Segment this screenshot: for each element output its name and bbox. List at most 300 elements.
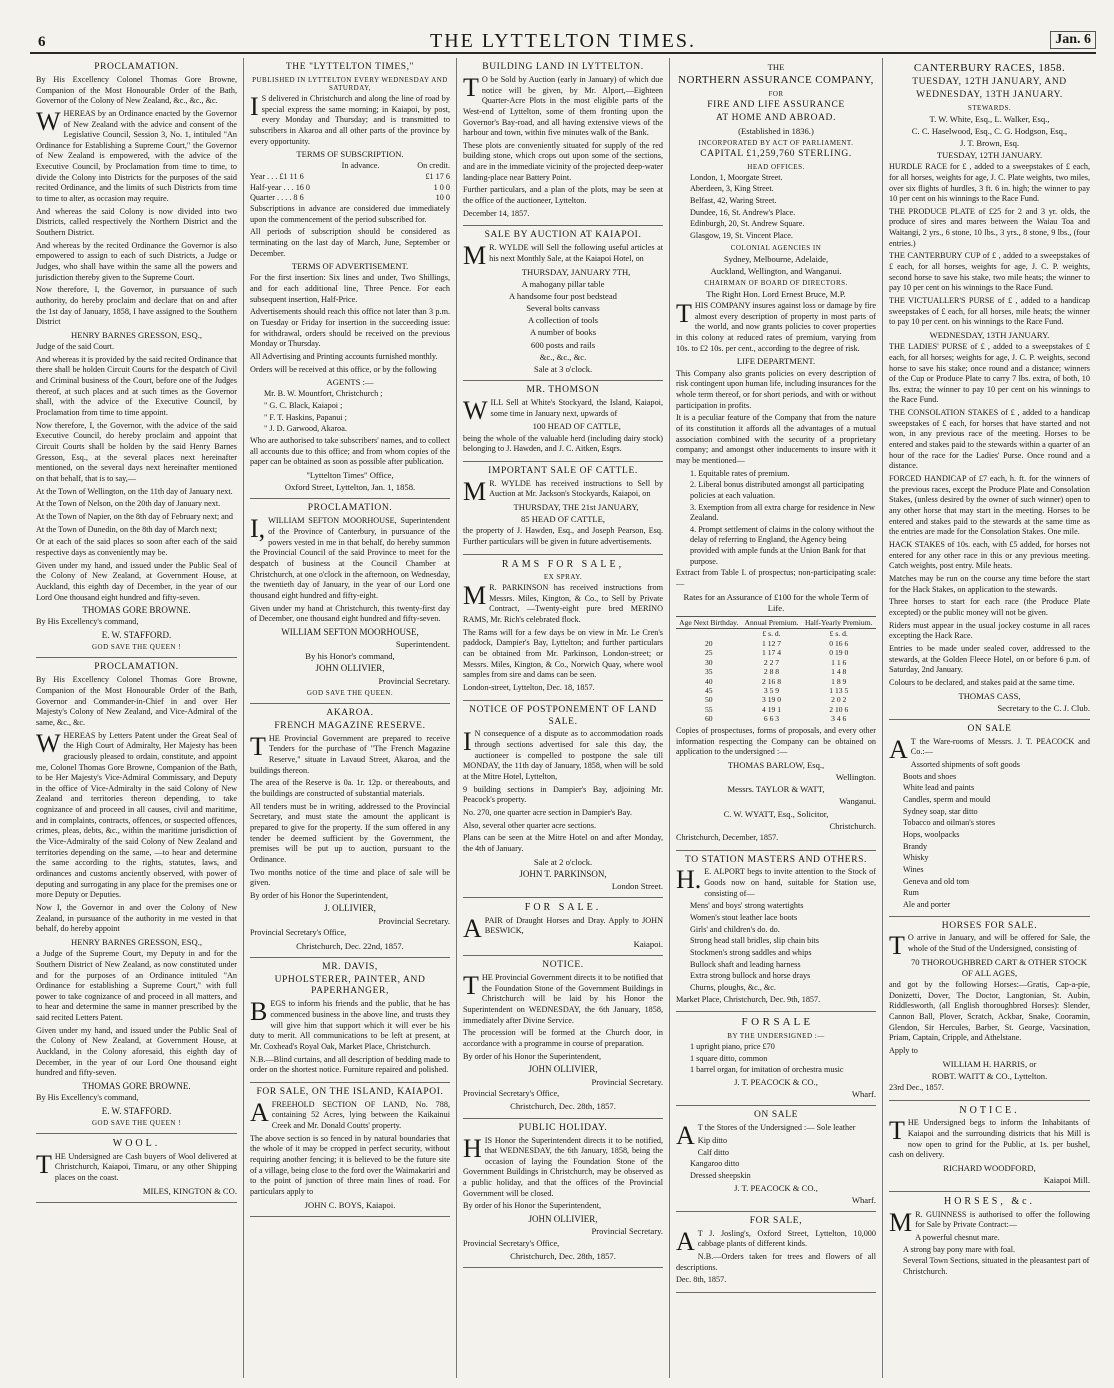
list-item: 2. Liberal bonus distributed amongst all participating policies at each valuation. [690, 480, 864, 500]
ad-text: being the whole of the valuable herd (including dairy stock) belonging to J. Hawden, and J. C. Aitken, Esqrs. [463, 433, 663, 454]
ad-text: These plots are conveniently situated for supply of the red building stone, which crops out upon some of the sections, and are in the immediate vicinity of the projected deep-water landing-place near Battery Point. [463, 140, 663, 182]
list-item: A collection of tools [528, 315, 598, 326]
ad-signature: THOMAS GORE BROWNE. [82, 1081, 191, 1092]
list-item: Mr. B. W. Mountfort, Christchurch ; [264, 389, 383, 399]
ad-text: THIS COMPANY insures against loss or damage by fire almost every description of property in most parts of the world, and now grants policies to cover properties in this colony at reduced rates of premium, varying from 10s. to £2 10s. per cent., according to the degree of risk. [676, 299, 876, 353]
ad-text: Who are authorised to take subscribers' names, and to collect all accounts due to this office; and from whom copies of the paper can be obtained as soon as possible after publication. [250, 436, 450, 467]
list-item: A handsome four post bedstead [509, 290, 617, 301]
ad-heading: F O R S A L E [741, 1016, 811, 1029]
ad-text: The above section is so fenced in by natural boundaries that the whole of it may be cropped in perfect security, without requiring another fencing; it is believed to be the future site of a village, being close to the ford over the Waimakariri and to the point of junction of three main lines of road. For particulars apply to [250, 1133, 450, 1197]
table-header: On credit. [417, 161, 450, 171]
list-item: " G. C. Black, Kaiapoi ; [264, 401, 343, 411]
ad-text: the property of J. Hawden, Esq., and Joseph Pearson, Esq. Further particulars will be given in future advertisements. [463, 526, 663, 546]
ad-text: "Lyttelton Times" Office, [306, 470, 394, 481]
list-item: Churns, ploughs, &c., &c. [690, 983, 776, 993]
ad-text: INCORPORATED BY ACT OF PARLIAMENT. [698, 138, 854, 147]
premium-rates-table [676, 616, 876, 724]
ad-signature: E. W. STAFFORD. [101, 1105, 172, 1116]
ad-text: Auckland, Wellington, and Wanganui. [710, 265, 842, 276]
ad-text: Advertisements should reach this office not later than 3 p.m. on Tuesday or Friday for insertion in the succeeding issue: for withdrawal, orders should be received on the previous Monday or Thursday. [250, 307, 450, 349]
ad-heading: PROCLAMATION. [94, 62, 179, 72]
ad-text: T. W. White, Esq., L. Walker, Esq., [929, 113, 1050, 124]
ad-text: Two months notice of the time and place of sale will be given. [250, 867, 450, 888]
list-item: Sale at 3 o'clock. [533, 363, 593, 374]
list-item: Several Town Sections, situated in the pleasantest part of Christchurch. [903, 1256, 1090, 1276]
list-item: Girls' and children's do. do. [690, 924, 780, 934]
table-cell: Quarter . . . . 8 6 [250, 193, 304, 203]
table-cell: Half-year . . . 16 0 [250, 182, 311, 192]
ad-text: Orders will be received at this office, or by the following [250, 364, 437, 374]
ad-text: FOR [768, 89, 784, 98]
issue-date: Jan. 6 [1050, 31, 1096, 49]
list-item: Brandy [903, 841, 928, 851]
table-cell: 45 [704, 686, 713, 695]
ad-subheading: 85 HEAD OF CATTLE, [520, 514, 606, 525]
table-cell: 1 1 6 [831, 657, 847, 667]
ad-text: MR. PARKINSON has received instructions from Messrs. Miles, Kington, & Co., to Sell by Private Contract, —Twenty-eight pure bred MERINO RAMS, Mr. Rich's celebrated flock. [463, 581, 663, 625]
ad-signature: E. W. STAFFORD. [101, 630, 172, 641]
ad-text: WHEREAS by an Ordinance enacted by the Governor of New Zealand with the advice and consent of the Legislative Council, Session 3, No. 1, intituled "An Ordinance for Establishing a Supreme Court," the Governor of New Zealand is empowered, with the advice of the Executive Council, by Proclamation from time to time, to divide the Colony into Districts for the purposes of the said recited Ordinance, and the limits of such Districts from time to time to alter, as occasion may require. [36, 106, 237, 204]
ad-text: FORCED HANDICAP of £7 each, h. ft. for the winners of the previous races, except the Produce Plate and Consolation Stakes, (unless desired by the owner of such winner) open to any other horse that may start in the meeting. Horses to be entered and stakes paid to the stewards at the same time as the entries are made for the Consolation Stakes. One mile. [889, 474, 1090, 537]
list-item: Geneva and old tom [903, 876, 970, 886]
list-item: A number of books [529, 327, 597, 338]
ad-text: By His Excellency's command, [36, 617, 139, 627]
list-item: Rum [903, 888, 919, 898]
ad-text: Sydney, Melbourne, Adelaide, [723, 253, 829, 264]
ad-signature: THOMAS BARLOW, Esq., [727, 759, 825, 770]
ad-text: Provincial Secretary. [591, 1076, 663, 1087]
ad-text: AT J. Josling's, Oxford Street, Lyttelton, 10,000 cabbage plants of different kinds. [676, 1226, 876, 1256]
ad-text: Entries to be made under sealed cover, addressed to the stewards, at the Golden Fleece Hotel, on or before 6 p.m. of Saturday, 2nd January. [889, 643, 1090, 675]
ad-text: Now therefore, I, the Governor, in pursuance of such authority, do hereby proclaim and declare that on and after the 1st day of January, 1858, I have assigned to the Southern District [36, 285, 237, 327]
table-cell: 1 4 8 [831, 667, 847, 677]
list-item: Assorted shipments of soft goods [910, 760, 1020, 770]
ad-signature: WILLIAM H. HARRIS, or [942, 1058, 1037, 1069]
table-row [676, 667, 876, 676]
ad-text: At the Town of Napier, on the 8th day of February next; and [36, 511, 233, 521]
ad-heading: WOOL. [112, 1138, 161, 1150]
list-item: London, 1, Moorgate Street. [690, 172, 783, 182]
table-cell: 2 16 8 [762, 676, 781, 686]
table-row [676, 639, 876, 648]
ad-text: For the first insertion: Six lines and under, Two Shillings, and for each additional line, Three Pence. For each subsequent insertion, Half-Price. [250, 273, 450, 304]
ad-name: HENRY BARNES GRESSON, ESQ., [71, 329, 202, 340]
ad-heading: MR. DAVIS, [322, 961, 378, 972]
table-cell: £1 17 6 [425, 171, 450, 181]
ad-heading: NOTICE. [542, 960, 584, 971]
ad-signature: JOHN OLLIVIER, [528, 1214, 598, 1225]
table-cell: 2 0 2 [831, 695, 847, 705]
cattle-sale-ad [463, 462, 663, 555]
list-item: 3. Exemption from all extra charge for residence in New Zealand. [690, 502, 875, 523]
ad-heading: IMPORTANT SALE OF CATTLE. [488, 465, 638, 476]
table-row [250, 183, 450, 194]
list-item: White lead and paints [903, 783, 975, 793]
ad-heading: RAMS FOR SALE, [501, 558, 625, 570]
ad-text: Copies of prospectuses, forms of proposals, and every other information respecting the Company can be obtained on application to the undersigned :— [676, 725, 876, 757]
table-row [676, 648, 876, 657]
list-item: Kip ditto [697, 1135, 728, 1145]
public-holiday-notice [463, 1119, 663, 1269]
ad-text: Superintendent. [395, 639, 450, 650]
table-cell: 0 16 6 [829, 638, 849, 648]
ad-signature: RICHARD WOODFORD, [943, 1162, 1036, 1173]
table-header: In advance. [341, 161, 380, 171]
ad-heading: CANTERBURY RACES, 1858. [913, 62, 1066, 74]
building-land-ad [463, 58, 663, 226]
ad-text: N.B.—Orders taken for trees and flowers of all descriptions. [676, 1252, 876, 1272]
ad-text: Christchurch. [829, 820, 876, 831]
ad-heading: SALE BY AUCTION AT KAIAPOI. [484, 230, 642, 241]
ad-text: Or at each of the said places so soon after each of the said respective days as conveniently may be. [36, 537, 237, 557]
ad-text: Now therefore, I, the Governor, with the advice of the said Executive Council, do hereby proclaim and appoint that Circuit Courts shall be holden by the said Henry Barnes Gresson, Esq., at the several places next hereinafter mentioned, on the several days next hereinafter mentioned on that behalf, that is to say,— [36, 420, 237, 484]
ad-text: THE Provincial Government are prepared to receive Tenders for the purchase of "The French Magazine Reserve," situate in Lavaud Street, Akaroa, and the buildings thereon. [250, 731, 450, 775]
ad-signature: MILES, KINGTON & CO. [142, 1185, 237, 1196]
ad-subheading: COLONIAL AGENCIES IN [730, 243, 822, 252]
ad-subheading: STEWARDS. [967, 103, 1012, 112]
ad-text: By his Honor's command, [305, 651, 395, 662]
ad-text: Provincial Secretary's Office, [463, 1238, 560, 1248]
table-cell: 3 5 9 [763, 686, 780, 695]
ad-text: London-street, Lyttelton, Dec. 18, 1857. [463, 683, 595, 693]
list-item: 1 upright piano, price £70 [690, 1042, 775, 1052]
ad-text: Three horses to start for each race (the Produce Plate excepted) or the public money will not be given. [889, 597, 1090, 617]
table-cell: 6 6 3 [763, 714, 780, 724]
list-item: Women's stout leather lace boots [690, 913, 798, 923]
table-cell: 4 19 1 [762, 704, 781, 714]
ad-text: This Company also grants policies on every description of risk contingent upon human life, including insurances for the whole term thereof, or for short periods, and with or without participation in profits. [676, 368, 876, 410]
table-cell: 20 [704, 638, 713, 648]
table-row [676, 714, 876, 723]
ad-signature: THOMAS CASS, [958, 690, 1021, 701]
ad-subheading: PUBLISHED IN LYTTELTON EVERY WEDNESDAY AND SATURDAY, [252, 75, 448, 92]
list-item: Whisky [903, 853, 929, 863]
ad-heading: NOTICE OF POSTPONEMENT OF LAND SALE. [469, 704, 657, 727]
ad-text: Kaiapoi Mill. [1043, 1175, 1090, 1186]
ad-text: IS delivered in Christchurch and along the line of road by special express the same morning; in Kaiapoi, by post, every Monday and Thursday; and is transmitted to subscribers in Akaroa and all other parts of the province by every opportunity. [250, 91, 450, 146]
ad-heading: UPHOLSTERER, PAINTER, AND PAPERHANGER, [274, 974, 426, 997]
leather-sale-ad [676, 1106, 876, 1212]
guinness-horses-ad [889, 1192, 1090, 1282]
lyttelton-times-terms [250, 58, 450, 499]
table-cell: 55 [704, 704, 713, 714]
foundation-stone-notice [463, 956, 663, 1118]
list-item: A strong bay pony mare with foal. [903, 1244, 1016, 1254]
ad-text: J. T. Brown, Esq. [959, 137, 1020, 148]
ad-signature: JOHN T. PARKINSON, [519, 868, 607, 879]
ad-heading: FOR SALE. [524, 902, 602, 914]
mill-notice-ad [889, 1101, 1090, 1192]
ad-text: By order of his Honor the Superintendent, [250, 890, 389, 900]
ad-footer: GOD SAVE THE QUEEN. [306, 688, 394, 697]
list-item: A powerful chesnut mare. [915, 1233, 1000, 1243]
ad-signature: J. T. PEACOCK & CO., [734, 1182, 818, 1193]
ad-text: THE VICTUALLER'S PURSE of £ , added to a handicap sweepstakes of £ each, for all horses, mile heats; the winner to pay 10 per cent. on his winnings to the Race Fund. [889, 296, 1090, 327]
ad-heading: TO STATION MASTERS AND OTHERS. [684, 854, 867, 865]
ad-text: Christchurch, Dec. 28th, 1857. [510, 1101, 616, 1112]
thomson-cattle-ad [463, 381, 663, 462]
ad-text: Provincial Secretary. [378, 915, 450, 926]
ad-text: AFREEHOLD SECTION OF LAND, No. 788, containing 52 Acres, lying between the Kaikainui Creek and Mr. Donald Coutts' property. [250, 1097, 450, 1131]
column-5 [883, 58, 1096, 1378]
proclamation-provincial-council [250, 499, 450, 703]
piano-sale-ad [676, 1012, 876, 1106]
ad-text: All tenders must be in writing, addressed to the Provincial Secretary, and must state the amount the applicant is prepared to give for the property. If the sum offered in any tender be deemed sufficient by the Government, the premises will be put up to auction, pursuant to the Ordinance. [250, 801, 450, 864]
ad-text: 23rd Dec., 1857. [889, 1083, 944, 1093]
list-item: 1 square ditto, common [690, 1053, 768, 1063]
newspaper-title: THE LYTTELTON TIMES. [430, 30, 696, 52]
list-item: 4. Prompt settlement of claims in the colony without the delay of referring to England, the Agency being provided with ample funds at the Union Bank for that purpose. [690, 524, 875, 566]
ad-text: All periods of subscription should be considered as terminating on the last day of March, June, September or December. [250, 227, 450, 258]
ad-heading: THE "LYTTELTON TIMES," [285, 62, 415, 72]
ad-signature: C. W. WYATT, Esq., Solicitor, [723, 808, 829, 819]
ad-text: By His Excellency Colonel Thomas Gore Browne, Companion of the Most Honourable Order of the Bath, Governor of the Colony of New Zealand, &c., &c., &c. [36, 74, 237, 106]
ad-heading: ON SALE [753, 1110, 799, 1121]
ad-text: Riders must appear in the usual jockey costume in all races excepting the Hack Race. [889, 620, 1090, 641]
ad-subheading: THURSDAY, JANUARY 7TH, [521, 266, 631, 277]
ad-heading: WEDNESDAY, 13TH JANUARY. [916, 89, 1063, 100]
ad-subheading: CHAIRMAN OF BOARD OF DIRECTORS. [704, 279, 848, 287]
wool-ad [36, 1134, 237, 1203]
ad-heading: NORTHERN ASSURANCE COMPANY, [678, 74, 874, 87]
table-cell: 50 [704, 695, 713, 705]
ad-text: HURDLE RACE for £ , added to a sweepstakes of £ each, for all horses, weights for age, J. C. Plate weights, two miles, over six flights of hurdles, 3 ft. 6 in. high; the winner to pay 10 per cent on his winnings to the Race Fund. [889, 162, 1090, 204]
ad-subheading: TUESDAY, 12TH JANUARY. [936, 150, 1043, 161]
ad-heading: AKAROA. [326, 707, 374, 718]
list-item: Belfast, 42, Waring Street. [690, 196, 777, 206]
ad-text: THE LADIES' PURSE of £ , added to a sweepstakes of £ each, for all horses; weights for age, J. C. P. weights, second horse to save his stake; once round and a distance; winners of the Cup or Produce Plate to carry 7 lbs. extra, of both, 10 lbs. extra; the winner to pay 10 per cent on his winnings to the Race Fund. [889, 342, 1090, 405]
ad-subheading: TERMS OF SUBSCRIPTION. [296, 149, 404, 160]
ad-text: Wharf. [851, 1194, 876, 1205]
ad-text: The area of the Reserve is 0a. 1r. 12p. or thereabouts, and the buildings are constructed of substantial materials. [250, 778, 450, 798]
list-item: Hops, woolpacks [903, 830, 960, 840]
ad-text: Dec. 8th, 1857. [676, 1275, 727, 1285]
list-item: Mens' and boys' strong watertights [690, 901, 804, 911]
ad-text: Provincial Secretary. [591, 1226, 663, 1237]
kaiapoi-auction-ad [463, 226, 663, 381]
table-cell: £ s. d. [762, 629, 781, 639]
table-row [676, 658, 876, 667]
list-item: Strong head stall bridles, slip chain bits [690, 936, 819, 946]
ad-text: Extract from Table I. of prospectus; non-participating scale:— [676, 568, 876, 589]
ad-text: Given under my hand, and issued under the Public Seal of the Colony of New Zealand, at Government House, at Auckland, this eighth day of December, in the year of our Lord One thousand eight hundred and fifty-seven. [36, 560, 237, 602]
ad-text: HACK STAKES of 10s. each, with £5 added, for horses not entered for any other race in this or any previous meeting. Catch weights, post entry. Mile heats. [889, 540, 1090, 571]
ad-text: December 14, 1857. [463, 208, 530, 218]
ad-text: Also, several other quarter acre sections. [463, 820, 596, 830]
list-item: 1 barrel organ, for imitation of orchestra music [690, 1065, 844, 1075]
list-item: Edinburgh, 20, St. Andrew Square. [690, 219, 805, 229]
island-section-ad [250, 1083, 450, 1217]
proclamation-vice-admiralty [36, 658, 237, 1134]
ad-text: Christchurch, December, 1857. [676, 832, 779, 842]
table-cell: 10 0 [435, 193, 450, 203]
list-item: Dressed sheepskin [690, 1170, 751, 1180]
ad-text: MR. GUINNESS is authorised to offer the following for Sale by Private Contract:— [889, 1207, 1090, 1237]
ad-footer: GOD SAVE THE QUEEN ! [91, 643, 182, 652]
table-header: Age Next Birthday. [676, 617, 742, 629]
column-1 [30, 58, 244, 1378]
list-item: " F. T. Haskins, Papanui ; [264, 412, 347, 422]
ad-heading: HORSES FOR SALE. [941, 920, 1038, 931]
ad-text: No. 270, one quarter acre section in Dampier's Bay. [463, 808, 632, 818]
ad-text: Given under my hand at Christchurch, this twenty-first day of December, one thousand eight hundred and fifty-seven. [250, 603, 450, 624]
table-header: Annual Premium. [742, 617, 802, 629]
draught-horses-ad [463, 898, 663, 956]
ad-signature: Messrs. TAYLOR & WATT, [727, 784, 825, 795]
table-row [250, 172, 450, 183]
ad-text: Plans can be seen at the Mitre Hotel on and after Monday, the 4th of January. [463, 833, 663, 854]
ad-text: IN consequence of a dispute as to accommodation roads through sections advertised for sale this day, the auctioneer is compelled to postpone the sale till MONDAY, the 11th day of January, 1858, when will be sold at the Mitre Hotel, Lyttelton, [463, 727, 663, 782]
table-row [676, 695, 876, 704]
ad-heading: BUILDING LAND IN LYTTELTON. [482, 62, 644, 72]
table-cell: 35 [704, 667, 713, 677]
ad-text: MR. WYLDE has received instructions to Sell by Auction at Mr. Jackson's Stockyards, Kaiapoi, on [463, 476, 663, 506]
list-item: Glasgow, 19, St. Vincent Place. [690, 231, 793, 240]
table-cell: 1 13 5 [829, 686, 849, 695]
list-item: Extra strong bullock and horse drays [690, 971, 811, 981]
ad-text: THE Undersigned are Cash buyers of Wool delivered at Christchurch, Kaiapoi, Timaru, or any other Shipping places on the coast. [36, 1149, 237, 1183]
ad-text: Christchurch, Dec. 22nd, 1857. [296, 940, 404, 951]
ad-text: The Right Hon. Lord Ernest Bruce, M.P. [706, 289, 846, 299]
ad-text: Secretary to the C. J. Club. [997, 702, 1090, 713]
ad-text: By His Excellency's command, [36, 1093, 139, 1103]
ad-text: Oxford Street, Lyttelton, Jan. 1, 1858. [284, 482, 416, 493]
ad-text: Provincial Secretary's Office, [463, 1088, 560, 1098]
postponement-ad [463, 701, 663, 899]
table-cell: 3 4 6 [831, 714, 847, 724]
table-row [676, 705, 876, 714]
table-cell: Year . . . £1 11 6 [250, 171, 304, 181]
ad-text: Apply to [889, 1046, 918, 1056]
table-row [250, 193, 450, 204]
ad-text: By order of his Honor the Superintendent, [463, 1051, 602, 1061]
ad-heading: AT HOME AND ABROAD. [716, 112, 836, 123]
ad-text: And whereas by the recited Ordinance the Governor is also empowered to assign to each of such Districts, a Judge or Judges, who shall have within the same all the powers and jurisdiction thereby given to the Supreme Court. [36, 240, 237, 282]
ad-text: Wellington. [835, 772, 876, 783]
table-cell: 25 [704, 648, 713, 658]
ad-text: MR. WYLDE will Sell the following useful articles at his next Monthly Sale, at the Kaiapoi Hotel, on [463, 241, 663, 271]
table-row [676, 686, 876, 695]
ad-heading: FRENCH MAGAZINE RESERVE. [274, 720, 426, 731]
ad-signature: ROBT. WAITT & CO., Lyttelton. [931, 1070, 1048, 1081]
table-cell: 40 [704, 676, 713, 686]
list-item: Kangaroo ditto [690, 1159, 740, 1169]
ad-text: Sale at 2 o'clock. [533, 856, 593, 867]
ad-text: Now I, the Governor in and over the Colony of New Zealand, in pursuance of the authority in me vested in that behalf, do hereby appoint [36, 903, 237, 934]
ad-signature: JOHN C. BOYS, Kaiapoi. [304, 1199, 396, 1210]
masthead [30, 30, 1096, 54]
table-cell: 0 19 0 [829, 648, 849, 658]
ad-signature: THOMAS GORE BROWNE. [82, 605, 191, 616]
ad-text: a Judge of the Supreme Court, my Deputy in and for the Southern District of New Zealand, as now constituted under and for the purposes of an Ordinance intituled "An Ordinance for establishing a Supreme Court," with full power to take cognizance of and proceed in all matters, and to hear and determine the same in manner prescribed by the said recited Letters Patent. [36, 949, 237, 1023]
list-item: Bullock shaft and leading harness [690, 959, 801, 969]
northern-assurance-ad [676, 58, 876, 851]
column-3 [457, 58, 670, 1378]
ad-text: All Advertising and Printing accounts furnished monthly. [250, 352, 438, 361]
akaroa-magazine-ad [250, 704, 450, 958]
ad-signature: JOHN OLLIVIER, [315, 663, 385, 674]
cabbage-plants-ad [676, 1212, 876, 1293]
ad-text: H.E. ALPORT begs to invite attention to the Stock of Goods now on hand, suitable for Station use, consisting of— [676, 865, 876, 898]
list-item: Candles, sperm and mould [903, 795, 991, 805]
ad-text: Wanganui. [839, 796, 876, 807]
ad-text: At the Town of Wellington, on the 11th day of January next. [36, 486, 233, 496]
canterbury-races-ad [889, 58, 1090, 720]
list-item: Calf ditto [697, 1147, 729, 1157]
ad-signature: J. T. PEACOCK & CO., [734, 1077, 818, 1088]
ad-text: Wharf. [851, 1089, 876, 1100]
table-cell: 1 12 7 [762, 638, 781, 648]
ad-heading: PROCLAMATION. [307, 503, 393, 514]
ad-footer: GOD SAVE THE QUEEN ! [91, 1119, 182, 1128]
list-item: &c., &c., &c. [539, 351, 587, 362]
ad-heading: FOR SALE, [749, 1215, 803, 1226]
ad-text: Provincial Secretary's Office, [250, 927, 347, 937]
list-item: Stockmen's strong saddles and whips [690, 948, 812, 958]
ad-text: 9 building sections in Dampier's Bay, adjoining Mr. Peacock's property. [463, 784, 663, 805]
table-cell: 2 2 7 [763, 657, 780, 667]
station-masters-ad [676, 851, 876, 1013]
horses-for-sale-ad [889, 917, 1090, 1101]
ad-text: Market Place, Christchurch, Dec. 9th, 1857. [676, 994, 821, 1004]
ad-subheading: LIFE DEPARTMENT. [736, 356, 816, 367]
rams-sale-ad [463, 555, 663, 701]
ad-text: BEGS to inform his friends and the public, that he has commenced business in the above line, and trusts they will give him that support which it will ever be his duty to merit. All communications to be left at present, at Mr. Coxhead's Royal Oak, Market Place, Christchurch. [250, 997, 450, 1051]
ad-text: Matches may be run on the course any time before the start for the Hack Stakes, on application to the stewards. [889, 573, 1090, 594]
list-item: A mahogany pillar table [521, 278, 605, 289]
ad-text: THE Undersigned begs to inform the Inhabitants of Kaiapoi and the surrounding districts that his Mill is now open to grind for the Public, at 1s. per bushel, cash on delivery. [889, 1116, 1090, 1160]
list-item: Sydney soap, star ditto [903, 806, 978, 816]
list-item: " J. D. Garwood, Akaroa. [264, 424, 347, 434]
column-2 [244, 58, 457, 1378]
table-cell: 2 8 8 [763, 667, 780, 677]
davis-upholsterer-ad [250, 958, 450, 1083]
ad-subheading: BY THE UNDERSIGNED :— [727, 1032, 825, 1041]
page-columns [30, 58, 1096, 1378]
ad-heading: NOTICE. [959, 1104, 1020, 1116]
table-cell: 1 0 0 [433, 182, 450, 192]
list-item: Boots and shoes [903, 771, 957, 781]
ad-heading: PUBLIC HOLIDAY. [518, 1122, 608, 1133]
ad-text: THE CANTERBURY CUP of £ , added to a sweepstakes of £ each, for all horses, weights for age, J. C. P. weights, second horse to save his stake, two mile heats; the winner to pay 10 per cent on his winnings to the Race Fund. [889, 251, 1090, 293]
list-item: 600 posts and rails [530, 339, 596, 350]
ad-text: By order of his Honor the Superintendent, [463, 1201, 602, 1211]
ad-text: (Established in 1836.) [738, 125, 814, 136]
list-item: Several bolts canvass [526, 303, 600, 314]
table-header: Half-Yearly Premium. [801, 617, 876, 629]
ad-signature: JOHN OLLIVIER, [528, 1064, 598, 1075]
ad-subheading: WEDNESDAY, 13TH JANUARY. [929, 330, 1050, 341]
ad-text: And whereas it is provided by the said recited Ordinance that there shall be holden Circuit Courts for the despatch of Civil and Criminal business of the Court, before one of the Judges thereof, at such places and at such times as the Governor shall, with the advice of the Executive Council, by Proclamation from time to time appoint. [36, 354, 237, 418]
ad-heading: CAPITAL £1,259,760 STERLING. [700, 148, 852, 159]
table-cell: 3 19 0 [762, 695, 781, 705]
ad-text: At the Town of Nelson, on the 20th day of January next. [36, 499, 221, 509]
ad-text: THE PRODUCE PLATE of £25 for 2 and 3 yr. olds, the produce of sires and mares between the Waiau Toa and Waitangi, 2 yrs., 6 stone, 10 lbs., 3 yrs., 8 stone, 9 lbs., (four entries.) [889, 206, 1090, 248]
table-cell: 30 [704, 657, 713, 667]
ad-subheading: TERMS OF ADVERTISEMENT. [291, 261, 409, 272]
ad-subheading: EX SPRAY. [543, 573, 583, 582]
ad-text: and got by the following Horses:—Gratis, Cap-a-pie, Donizetti, Dover, The Doctor, Langtonian, St. Aubin, Riddlesworth, (all English thoroughbred Horses): Slender, Cannon Ball, Plover, Scratch, Ackbar, Snake, Cooramin, Glendon, Sir Hercules, Barber, St. George, Vacsination, Priam, Captain, Cripple, and Athelstane. [889, 980, 1090, 1043]
ad-subheading: HEAD OFFICES. [747, 162, 805, 171]
ad-text: C. C. Haselwood, Esq., C. G. Hodgson, Esq., [911, 125, 1068, 136]
ad-text: N.B.—Blind curtains, and all description of bedding made to order on the shortest notice. Furniture repaired and polished. [250, 1054, 450, 1075]
ad-subheading: 70 THOROUGHBRED CART & OTHER STOCK OF ALL AGES, [910, 956, 1087, 978]
peacock-goods-ad [889, 720, 1090, 917]
ad-text: The procession will be formed at the Church door, in accordance with a programme in course of preparation. [463, 1028, 663, 1049]
ad-heading: PROCLAMATION. [94, 662, 179, 673]
table-cell: £ s. d. [829, 629, 848, 639]
ad-heading: HORSES, &c. [943, 1196, 1036, 1208]
